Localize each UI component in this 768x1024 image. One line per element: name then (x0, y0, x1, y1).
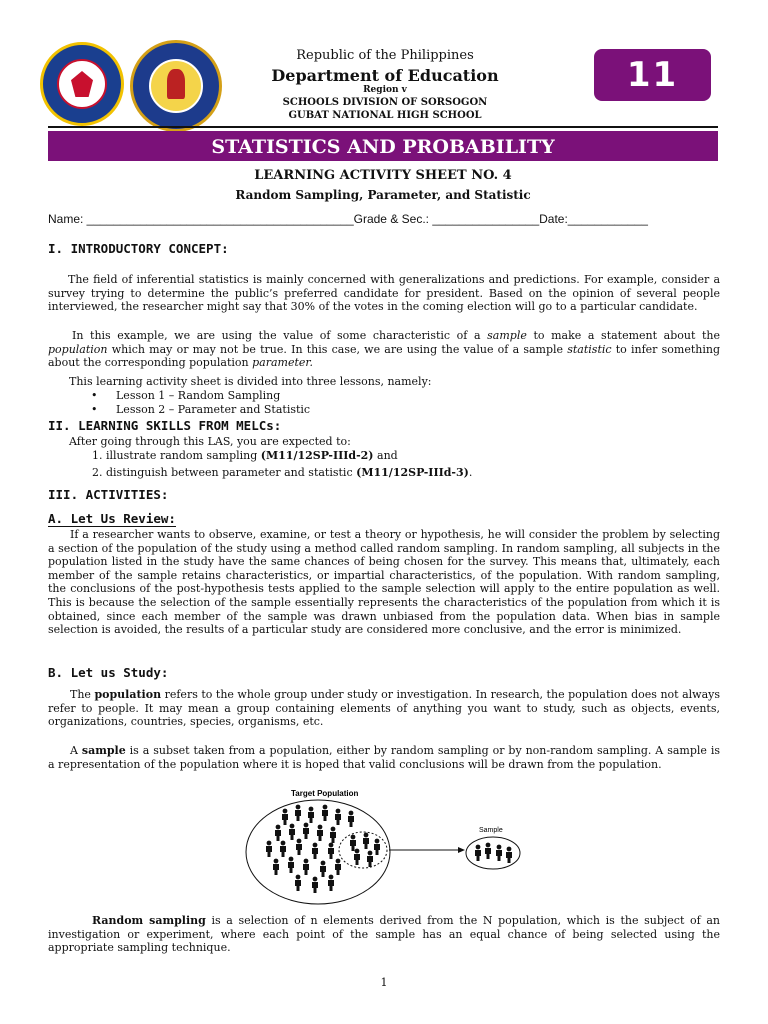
header-divider (48, 126, 718, 128)
subject-title-bar: STATISTICS AND PROBABILITY (48, 131, 718, 161)
sample-paragraph: A sample is a subset taken from a population, either by random sampling or by non-random sampling. A sample is a representation of the population where it is hoped that valid conclusions will be drawn from the population. (48, 744, 720, 771)
let-us-review-heading: A. Let Us Review: (48, 511, 176, 526)
target-population-label: Target Population (291, 789, 359, 798)
population-paragraph: The population refers to the whole group under study or investigation. In research, the population does not always refer to people. It may mean a group containing elements of anything you want to study, such as objects, events, organizations, countries, species, organisms, etc. (48, 688, 720, 729)
intro-lessons-intro: This learning activity sheet is divided into three lessons, namely: (69, 375, 432, 388)
page-number: 1 (380, 976, 388, 989)
intro-paragraph-1: The field of inferential statistics is mainly concerned with generalizations and predictions. For example, consider a survey trying to determine the public’s preferred candidate for president. Based on the opinion of several people interviewed, the researcher might say that 30% of the votes in the coming election will go to a particular candidate. (48, 273, 720, 314)
region-text: Region v (363, 85, 407, 95)
melc-item-2: 2. distinguish between parameter and statistic (M11/12SP-IIId-3). (92, 466, 473, 479)
review-paragraph: If a researcher wants to observe, examine, or test a theory or hypothesis, he will consider the problem by selecting a section of the population of the study using a method called random sampling. In random sampling, all subjects in the population listed in the study have the same chances of being chosen for the survey. This means that, ultimately, each member of the sample retains characteristics, or impartial characteristics, of the population. With random sampling, the conclusions of the post-hypothesis tests applied to the sample selection will apply to the entire population as well. This is because the selection of the sample essentially represents the characteristics of the population from which it is obtained, since each member of the sample was drawn unbiased from the population data. When bias in sample selection is avoided, the results of a particular study are considered more conclusive, and the error is minimized. (48, 528, 720, 637)
sample-people-icons (475, 843, 512, 863)
random-sampling-paragraph: Random sampling is a selection of n elements derived from the N population, which is the subject of an investigation or experiment, where each point of the sample has an equal chance of being selected using the appropriate sampling technique. (48, 914, 720, 955)
department-title: Department of Education (271, 66, 499, 85)
melcs-intro: After going through this LAS, you are expected to: (69, 435, 351, 448)
sheet-title: LEARNING ACTIVITY SHEET NO. 4 (254, 168, 512, 183)
sheet-subtitle: Random Sampling, Parameter, and Statistic (235, 188, 531, 202)
grade-badge: 11 (594, 49, 711, 101)
intro-paragraph-2: In this example, we are using the value of some characteristic of a sample to make a statement about the population which may or may not be true. In this case, we are using the value of a sample statistic to infer something about the corresponding population parameter. (48, 329, 720, 370)
lesson-list-item: • Lesson 1 – Random Sampling (116, 389, 280, 402)
student-info-fields[interactable]: Name: ________________________________________Grade & Sec.: ________________Date:____________ (48, 212, 648, 226)
let-us-study-heading: B. Let us Study: (48, 665, 169, 680)
section-melcs-heading: II. LEARNING SKILLS FROM MELCs: (48, 418, 282, 433)
republic-text: Republic of the Philippines (296, 48, 474, 63)
school-text: GUBAT NATIONAL HIGH SCHOOL (288, 110, 482, 121)
deped-seal-logo (40, 42, 124, 126)
school-seal-logo (130, 40, 222, 132)
lesson-list-item: • Lesson 2 – Parameter and Statistic (116, 403, 310, 416)
population-sample-diagram (243, 784, 527, 910)
division-text: SCHOOLS DIVISION OF SORSOGON (282, 97, 488, 108)
sample-label: Sample (479, 827, 503, 834)
section-introductory-heading: I. INTRODUCTORY CONCEPT: (48, 241, 229, 256)
arrow-head (458, 847, 465, 853)
section-activities-heading: III. ACTIVITIES: (48, 487, 169, 502)
melc-item-1: 1. illustrate random sampling (M11/12SP-IIId-2) and (92, 449, 398, 462)
population-people-icons (266, 805, 380, 893)
